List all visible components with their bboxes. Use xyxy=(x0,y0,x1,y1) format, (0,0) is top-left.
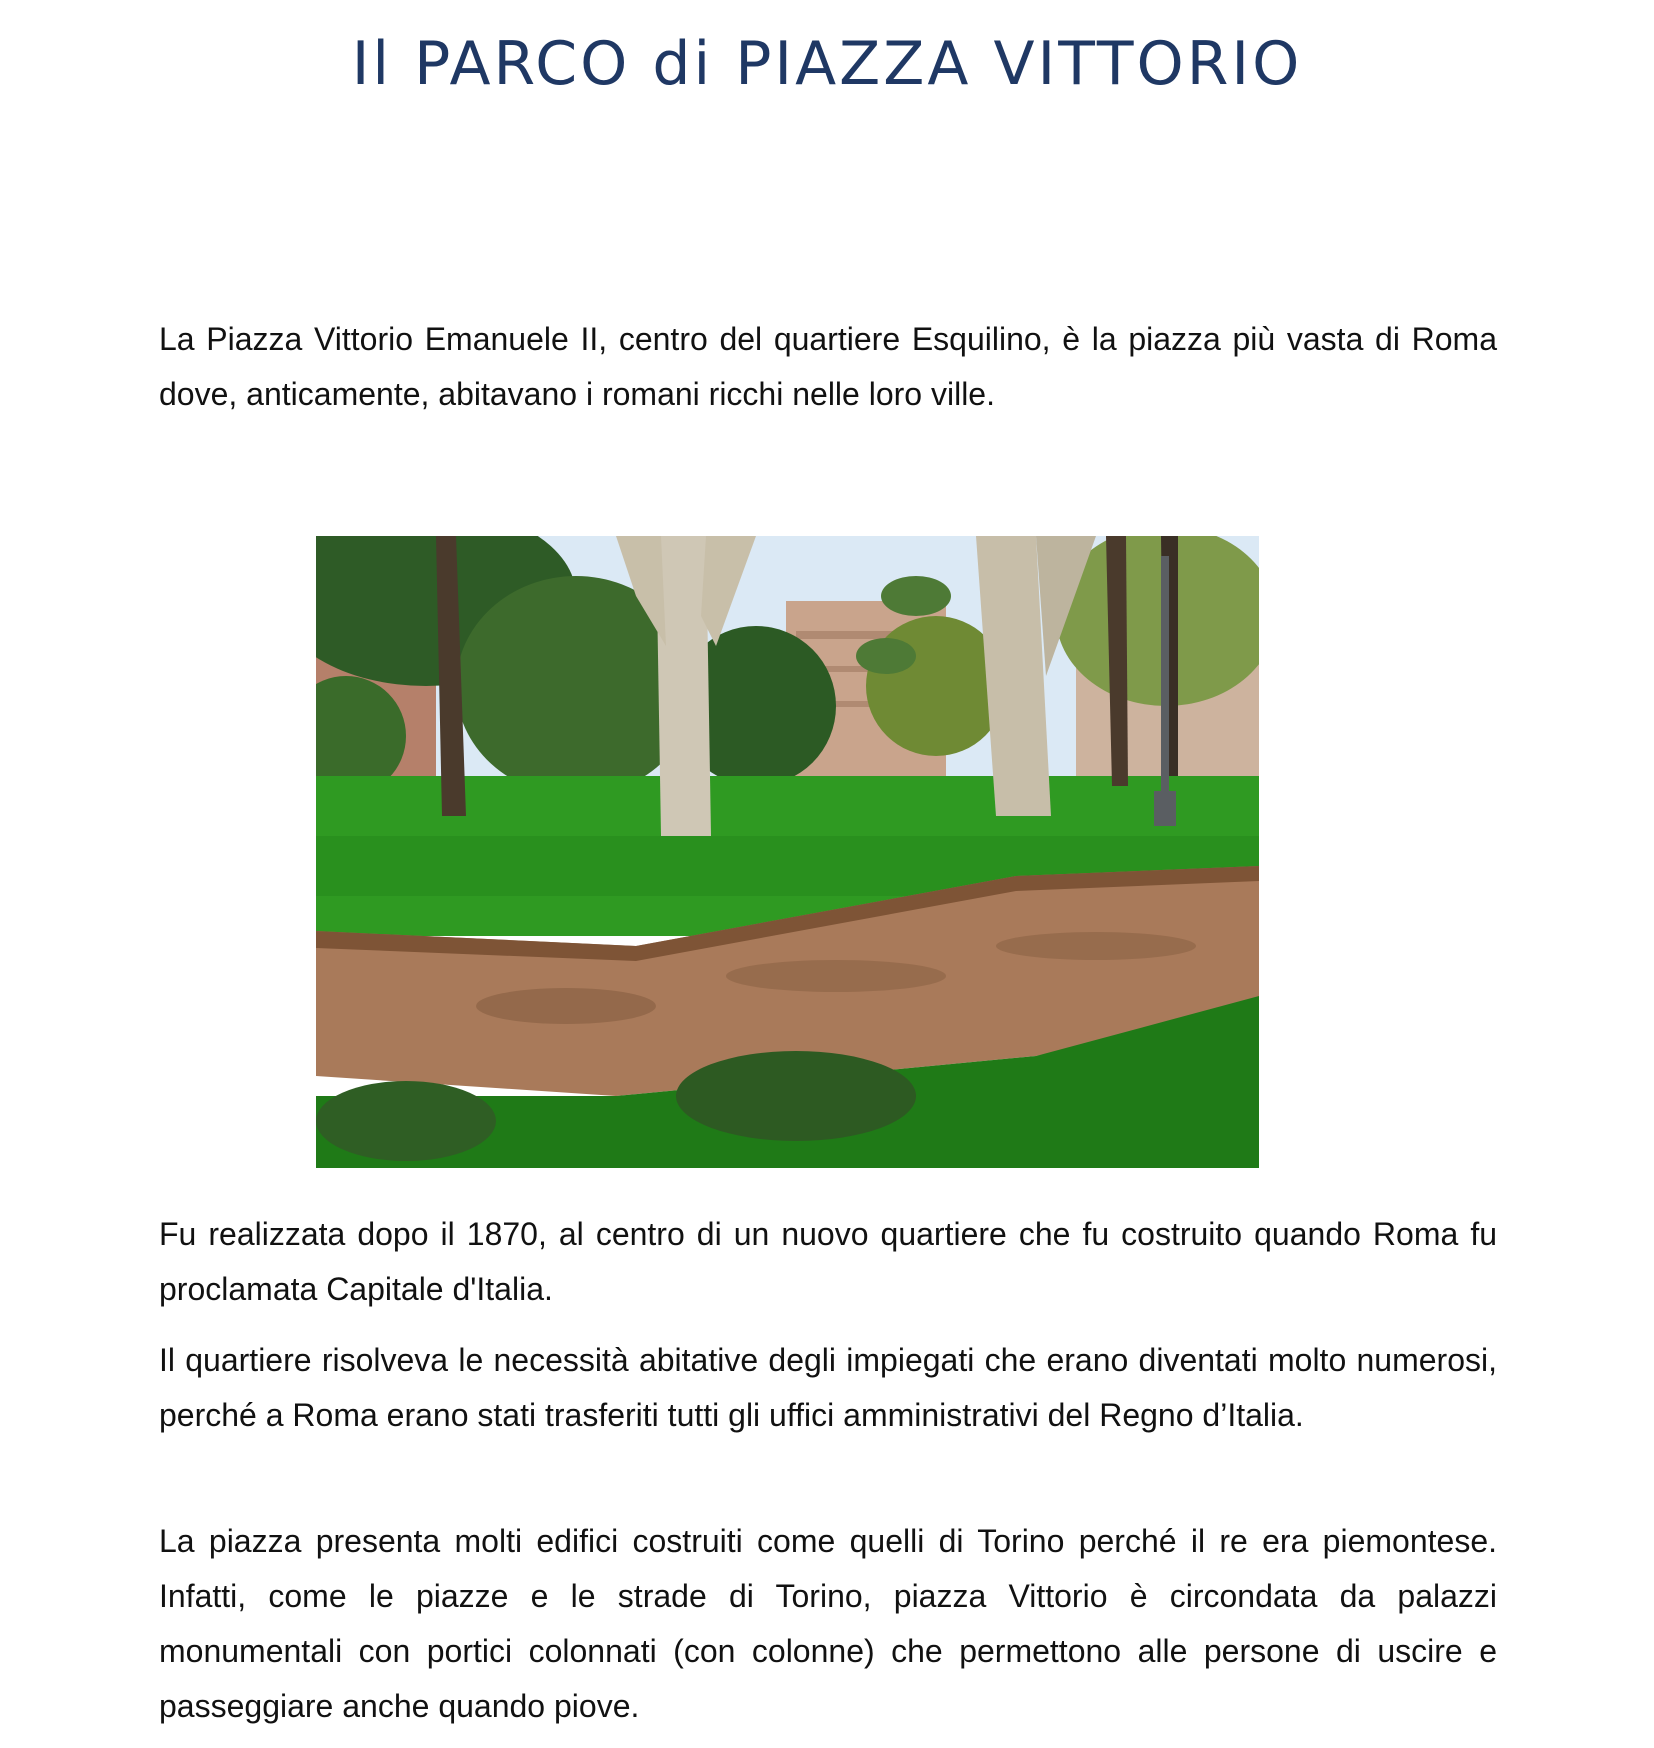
paragraph-torino: La piazza presenta molti edifici costruiti come quelli di Torino perché il re era piemontese. Infatti, come le piazze e le strade di Torino, piazza Vittorio è circondata da palazzi monumentali con portici colonnati (con colonne) che permettono alle persone di uscire e passeggiare anche quando piove. xyxy=(159,1523,1497,1724)
park-photo-illustration xyxy=(316,536,1259,1168)
paragraph-quartiere: Il quartiere risolveva le necessità abitative degli impiegati che erano diventati molto numerosi, perché a Roma erano stati trasferiti tutti gli uffici amministrativi del Regno d’Italia. xyxy=(159,1342,1497,1433)
paragraph-intro: La Piazza Vittorio Emanuele II, centro del quartiere Esquilino, è la piazza più vasta di Roma dove, anticamente, abitavano i romani ricchi nelle loro ville. xyxy=(159,321,1497,412)
park-photo xyxy=(316,536,1259,1168)
paragraph-history: Fu realizzata dopo il 1870, al centro di un nuovo quartiere che fu costruito quando Roma fu proclamata Capitale d'Italia. xyxy=(159,1216,1497,1307)
document-title: Il PARCO di PIAZZA VITTORIO xyxy=(351,29,1303,99)
